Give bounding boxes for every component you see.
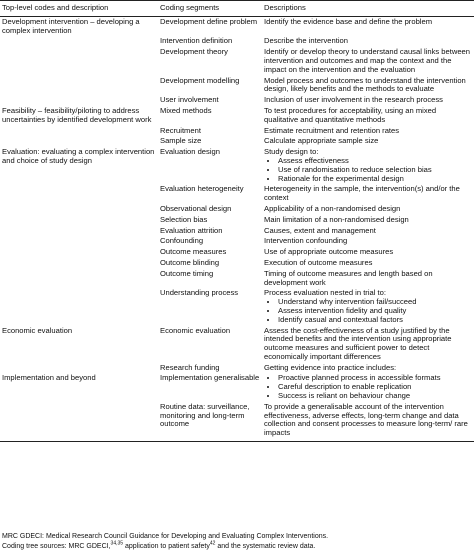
- description-text: Describe the intervention: [264, 36, 348, 46]
- top-level-code-cell: Evaluation: evaluating a complex intervention and choice of study design: [2, 147, 155, 165]
- table-row: [0, 247, 474, 258]
- top-level-code-cell: [0, 36, 158, 47]
- description-cell: [262, 363, 474, 374]
- description-text: To provide a generalisable account of the intervention effectiveness, adverse effects, long-term change and data collection and consent processes to measure long-term/ rare impacts: [264, 401, 468, 438]
- description-bullet: • Understand why intervention fail/succeed: [278, 298, 472, 307]
- table-row: [0, 363, 474, 374]
- table-row: [0, 76, 474, 96]
- table-row: [0, 47, 474, 75]
- coding-segment-cell: Understanding process: [160, 288, 239, 298]
- table-row: [0, 147, 474, 184]
- header-descriptions: Descriptions: [262, 1, 474, 17]
- description-cell: [262, 373, 474, 401]
- top-level-code-cell: [0, 47, 158, 75]
- description-cell: [262, 147, 474, 184]
- table-row: [0, 226, 474, 237]
- table-row: [0, 204, 474, 215]
- coding-segment-cell: Outcome measures: [160, 247, 227, 257]
- top-level-code-cell: Feasibility – feasibility/piloting to address uncertainties by identified development work: [2, 105, 152, 124]
- description-bullet: • Assess effectiveness: [278, 157, 472, 166]
- top-level-code-cell: [0, 236, 158, 247]
- description-cell: [262, 16, 474, 36]
- top-level-code-cell: [0, 136, 158, 147]
- top-level-code-cell: Implementation and beyond: [2, 373, 96, 383]
- description-text: Use of appropriate outcome measures: [264, 247, 394, 257]
- description-bullet-list: [264, 374, 472, 400]
- description-bullet-list: [264, 157, 472, 183]
- description-cell: [262, 269, 474, 289]
- description-text: Estimate recruitment and retention rates: [264, 125, 400, 135]
- description-text: Calculate appropriate sample size: [264, 136, 379, 146]
- table-row: [0, 95, 474, 106]
- description-text: Causes, extent and management: [264, 225, 376, 235]
- description-cell: [262, 126, 474, 137]
- coding-segment-cell: Evaluation heterogeneity: [160, 184, 244, 194]
- description-bullet: • Careful description to enable replication: [278, 383, 472, 392]
- coding-segment-cell: Evaluation attrition: [160, 225, 223, 235]
- description-bullet: • Success is reliant on behaviour change: [278, 392, 472, 401]
- coding-segment-cell: Economic evaluation: [160, 325, 231, 335]
- description-text: Identify or develop theory to understand causal links between intervention and outcomes and map the context and the impact on the intervention and the evaluation: [264, 47, 471, 74]
- top-level-code-cell: [0, 402, 158, 442]
- description-cell: [262, 258, 474, 269]
- description-cell: [262, 95, 474, 106]
- top-level-code-cell: [0, 363, 158, 374]
- description-cell: [262, 36, 474, 47]
- top-level-code-cell: [0, 269, 158, 289]
- description-cell: [262, 76, 474, 96]
- table-row: [0, 36, 474, 47]
- coding-segment-cell: Mixed methods: [160, 105, 212, 115]
- footnote-sources: Coding tree sources: MRC GDECI,$^{34,35}$ application to patient safety$^{42}$ and the systematic review data.: [2, 540, 316, 550]
- top-level-code-cell: [0, 288, 158, 325]
- coding-segment-cell: Recruitment: [160, 125, 201, 135]
- description-text: Execution of outcome measures: [264, 257, 373, 267]
- description-text: Applicability of a non-randomised design: [264, 203, 401, 213]
- table-row: [0, 136, 474, 147]
- table-row: [0, 402, 474, 442]
- header-row: [0, 1, 474, 17]
- top-level-code-cell: [0, 247, 158, 258]
- top-level-code-cell: [0, 226, 158, 237]
- description-text: Timing of outcome measures and length based on development work: [264, 268, 433, 287]
- description-bullet: • Identify casual and contextual factors: [278, 316, 472, 325]
- coding-segment-cell: Observational design: [160, 203, 232, 213]
- coding-segment-cell: User involvement: [160, 95, 219, 105]
- coding-segment-cell: Evaluation design: [160, 147, 220, 157]
- header-coding-segments: Coding segments: [158, 1, 262, 17]
- table-row: [0, 184, 474, 204]
- footnote-abbreviation: MRC GDECI: Medical Research Council Guidance for Developing and Evaluating Complex Interventions.: [2, 533, 329, 540]
- description-cell: [262, 106, 474, 126]
- description-cell: [262, 204, 474, 215]
- description-bullet: • Assess intervention fidelity and quality: [278, 307, 472, 316]
- description-text: Getting evidence into practice includes:: [264, 362, 397, 372]
- description-text: Inclusion of user involvement in the research process: [264, 95, 443, 105]
- coding-segment-cell: Development theory: [160, 47, 228, 57]
- table-row: [0, 236, 474, 247]
- top-level-code-cell: [0, 258, 158, 269]
- description-text: Process evaluation nested in trial to:: [264, 288, 386, 298]
- description-cell: [262, 215, 474, 226]
- description-bullet-list: [264, 298, 472, 324]
- table-row: [0, 326, 474, 363]
- coding-segment-cell: Development define problem: [160, 16, 258, 26]
- description-bullet: • Use of randomisation to reduce selection bias: [278, 166, 472, 175]
- coding-segment-cell: Research funding: [160, 362, 220, 372]
- coding-segment-cell: Outcome blinding: [160, 257, 220, 267]
- header-top-level-codes: Top-level codes and description: [0, 1, 158, 17]
- top-level-code-cell: Economic evaluation: [2, 325, 73, 335]
- table-row: [0, 16, 474, 36]
- table-row: [0, 373, 474, 401]
- top-level-code-cell: [0, 184, 158, 204]
- description-cell: [262, 47, 474, 75]
- description-text: Model process and outcomes to understand the intervention design, likely benefits and the methods to evaluate: [264, 75, 466, 94]
- description-text: Main limitation of a non-randomised design: [264, 214, 409, 224]
- table-body: [0, 16, 474, 441]
- table-row: [0, 269, 474, 289]
- table-row: [0, 126, 474, 137]
- top-level-code-cell: [0, 95, 158, 106]
- top-level-code-cell: [0, 204, 158, 215]
- description-cell: [262, 136, 474, 147]
- coding-segment-cell: Sample size: [160, 136, 202, 146]
- description-text: Identify the evidence base and define the problem: [264, 16, 433, 26]
- table-row: [0, 106, 474, 126]
- coding-segment-cell: Routine data: surveillance, monitoring and long-term outcome: [158, 402, 262, 442]
- table-row: [0, 288, 474, 325]
- description-text: Heterogeneity in the sample, the intervention(s) and/or the context: [264, 184, 460, 203]
- description-text: Intervention confounding: [264, 236, 348, 246]
- description-bullet: • Proactive planned process in accessible formats: [278, 374, 472, 383]
- description-bullet: • Rationale for the experimental design: [278, 175, 472, 184]
- coding-segment-cell: Selection bias: [160, 214, 208, 224]
- description-text: To test procedures for acceptability, using an mixed qualitative and quantitative methods: [264, 105, 437, 124]
- description-cell: [262, 288, 474, 325]
- description-cell: [262, 184, 474, 204]
- table-row: [0, 258, 474, 269]
- table-row: [0, 215, 474, 226]
- description-text: Study design to:: [264, 147, 319, 157]
- description-cell: [262, 402, 474, 442]
- top-level-code-cell: Development intervention – developing a complex intervention: [2, 16, 140, 35]
- description-cell: [262, 236, 474, 247]
- description-cell: [262, 247, 474, 258]
- top-level-code-cell: [0, 215, 158, 226]
- coding-segment-cell: Intervention definition: [160, 36, 233, 46]
- top-level-code-cell: [0, 126, 158, 137]
- description-cell: [262, 226, 474, 237]
- coding-segment-cell: Development modelling: [160, 75, 240, 85]
- coding-segment-cell: Confounding: [160, 236, 204, 246]
- description-text: Assess the cost-effectiveness of a study justified by the intended benefits and the intervention using appropriate outcome measures and sufficient power to detect economically important differences: [264, 325, 452, 361]
- coding-segment-cell: Implementation generalisable: [160, 373, 260, 383]
- coding-segment-cell: Outcome timing: [160, 268, 214, 278]
- description-cell: [262, 326, 474, 363]
- top-level-code-cell: [0, 76, 158, 96]
